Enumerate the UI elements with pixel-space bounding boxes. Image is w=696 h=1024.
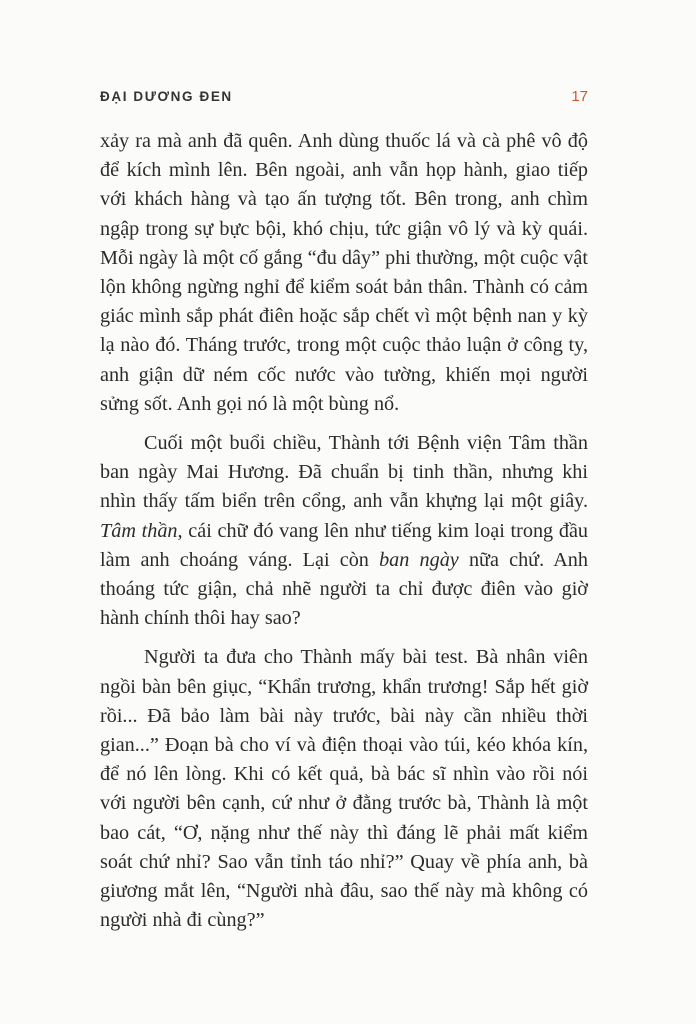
running-title: ĐẠI DƯƠNG ĐEN [100,89,233,104]
body-text [100,127,588,945]
page-number: 17 [571,88,588,105]
paragraph [100,643,588,935]
paragraph [100,127,588,419]
page-header [100,88,588,105]
text-segment: xảy ra mà anh đã quên. Anh dùng thuốc lá và cà phê vô độ để kích mình lên. Bên ngoài, anh vẫn họp hành, giao tiếp với khách hàng và tạo ấn tượng tốt. Bên trong, anh chìm ngập trong sự bực bội, khó chịu, tức giận vô lý và kỳ quái. Mỗi ngày là một cố gắng “đu dây” phi thường, một cuộc vật lộn không ngừng nghỉ để kiểm soát bản thân. Thành có cảm giác mình sắp phát điên hoặc sắp chết vì một bệnh nan y kỳ lạ nào đó. Tháng trước, trong một cuộc thảo luận ở công ty, anh giận dữ ném cốc nước vào tường, khiến mọi người sửng sốt. Anh gọi nó là một bùng nổ. [100,130,588,415]
paragraph [100,429,588,633]
italic-text: ban ngày [379,548,459,571]
text-segment: , cái chữ đó vang lên như tiếng kim loại trong đầu làm anh choáng váng. Lại còn [100,519,589,571]
italic-text: Tâm thần [100,519,178,542]
text-segment: Người ta đưa cho Thành mấy bài test. Bà nhân viên ngồi bàn bên giục, “Khẩn trương, khẩn trương! Sắp hết giờ rồi... Đã bảo làm bài này trước, bài này cần nhiều thời gian...” Đoạn bà cho ví và điện thoại vào túi, kéo khóa kín, để nó lên lòng. Khi có kết quả, bà bác sĩ nhìn vào rồi nói với người bên cạnh, cứ như ở đằng trước bà, Thành là một bao cát, “Ơ, nặng như thế này thì đáng lẽ phải mất kiểm soát chứ nhỉ? Sao vẫn tỉnh táo nhỉ?” Quay về phía anh, bà giương mắt lên, “Người nhà đâu, sao thế này mà không có người nhà đi cùng?” [100,646,588,932]
text-segment: Cuối một buổi chiều, Thành tới Bệnh viện Tâm thần ban ngày Mai Hương. Đã chuẩn bị tinh thần, nhưng khi nhìn thấy tấm biển trên cổng, anh vẫn khựng lại một giây. [100,432,588,513]
text-segment: nữa chứ. Anh thoáng tức giận, chả nhẽ người ta chỉ được điên vào giờ hành chính thôi hay sao? [100,548,588,630]
